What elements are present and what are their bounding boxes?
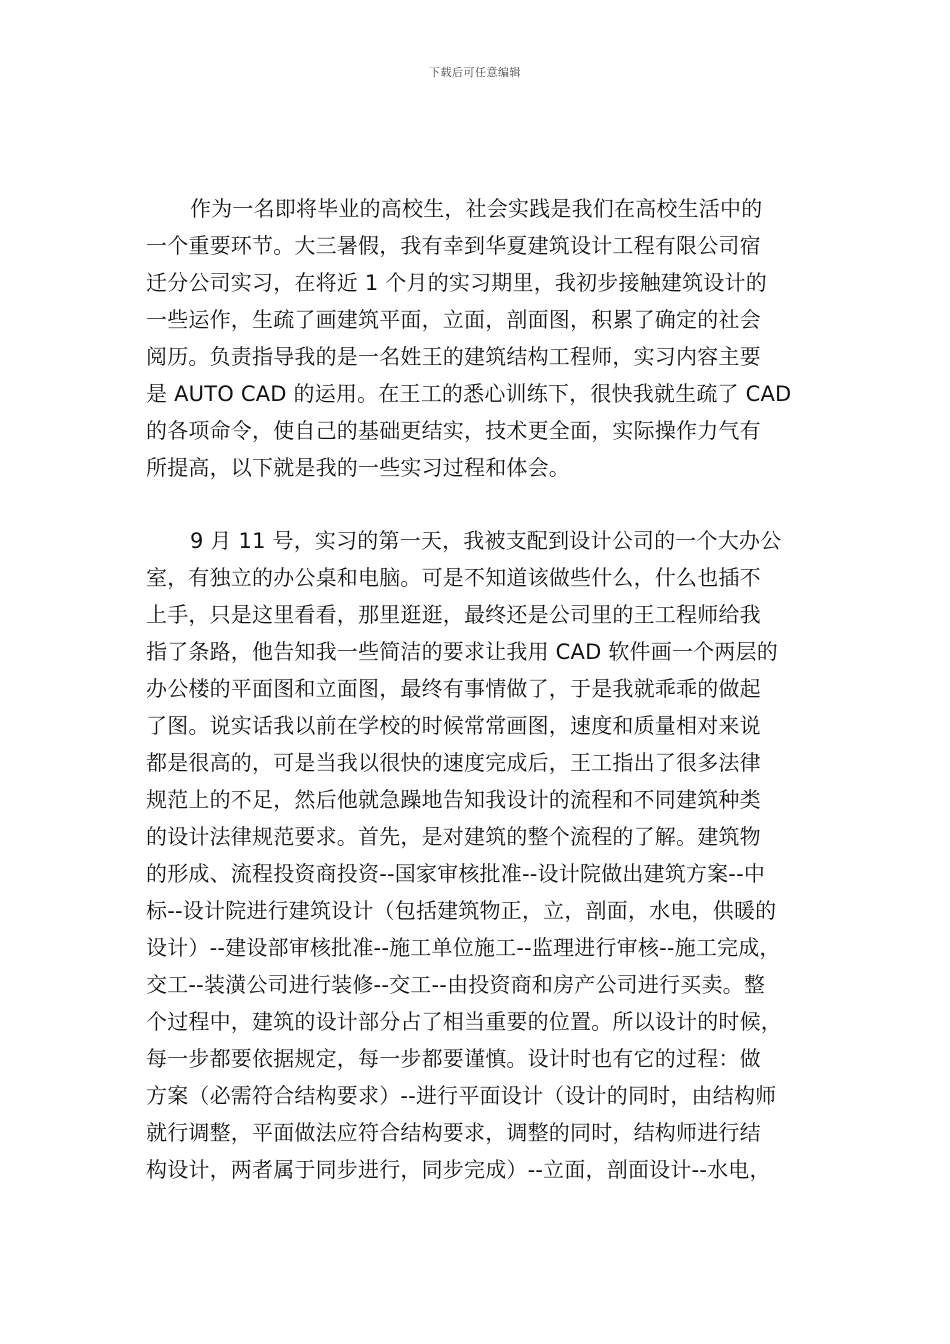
text-line: 的形成、流程投资商投资--国家审核批准--设计院做出建筑方案--中 <box>146 862 766 886</box>
text-line: 室，有独立的办公桌和电脑。可是不知道该做些什么，什么也插不 <box>146 566 761 590</box>
text-line: 作为一名即将毕业的高校生，社会实践是我们在高校生活中的 <box>190 197 763 221</box>
text-line: 9 月 11 号，实习的第一天，我被支配到设计公司的一个大办公 <box>190 529 782 553</box>
text-line: 一个重要环节。大三暑假，我有幸到华夏建筑设计工程有限公司宿 <box>146 234 761 258</box>
text-line: 都是很高的，可是当我以很快的速度完成后，王工指出了很多法律 <box>146 751 761 775</box>
text-line: 标--设计院进行建筑设计（包括建筑物正，立，剖面，水电，供暖的 <box>146 899 777 923</box>
text-line: 指了条路，他告知我一些简洁的要求让我用 CAD 软件画一个两层的 <box>146 640 778 664</box>
text-line: 的设计法律规范要求。首先，是对建筑的整个流程的了解。建筑物 <box>146 825 761 849</box>
page-header: 下载后可任意编辑 <box>429 66 521 79</box>
document-body <box>146 191 806 1189</box>
text-line: 个过程中，建筑的设计部分占了相当重要的位置。所以设计的时候， <box>146 1010 782 1034</box>
paragraph-spacer <box>146 487 806 523</box>
text-line: 交工--装潢公司进行装修--交工--由投资商和房产公司进行买卖。整 <box>146 973 766 997</box>
paragraph-1 <box>146 191 806 487</box>
text-line: 每一步都要依据规定，每一步都要谨慎。设计时也有它的过程：做 <box>146 1047 761 1071</box>
text-line: 规范上的不足，然后他就急躁地告知我设计的流程和不同建筑种类 <box>146 788 761 812</box>
text-line: 一些运作，生疏了画建筑平面，立面，剖面图，积累了确定的社会 <box>146 308 761 332</box>
text-line: 迁分公司实习，在将近 1 个月的实习期里，我初步接触建筑设计的 <box>146 271 767 295</box>
text-line: 阅历。负责指导我的是一名姓王的建筑结构工程师，实习内容主要 <box>146 345 761 369</box>
text-line: 所提高，以下就是我的一些实习过程和体会。 <box>146 456 570 480</box>
text-line: 上手，只是这里看看，那里逛逛，最终还是公司里的王工程师给我 <box>146 603 761 627</box>
text-line: 构设计，两者属于同步进行，同步完成）--立面，剖面设计--水电， <box>146 1158 771 1182</box>
text-line: 了图。说实话我以前在学校的时候常常画图，速度和质量相对来说 <box>146 714 761 738</box>
text-line: 设计）--建设部审核批准--施工单位施工--监理进行审核--施工完成， <box>146 936 781 960</box>
text-line: 方案（必需符合结构要求）--进行平面设计（设计的同时，由结构师 <box>146 1084 777 1108</box>
text-line: 的各项命令，使自己的基础更结实，技术更全面，实际操作力气有 <box>146 419 761 443</box>
text-line: 办公楼的平面图和立面图，最终有事情做了，于是我就乖乖的做起 <box>146 677 761 701</box>
text-line: 是 AUTO CAD 的运用。在王工的悉心训练下，很快我就生疏了 CAD <box>146 382 792 406</box>
paragraph-2 <box>146 523 806 1189</box>
text-line: 就行调整，平面做法应符合结构要求，调整的同时，结构师进行结 <box>146 1121 761 1145</box>
